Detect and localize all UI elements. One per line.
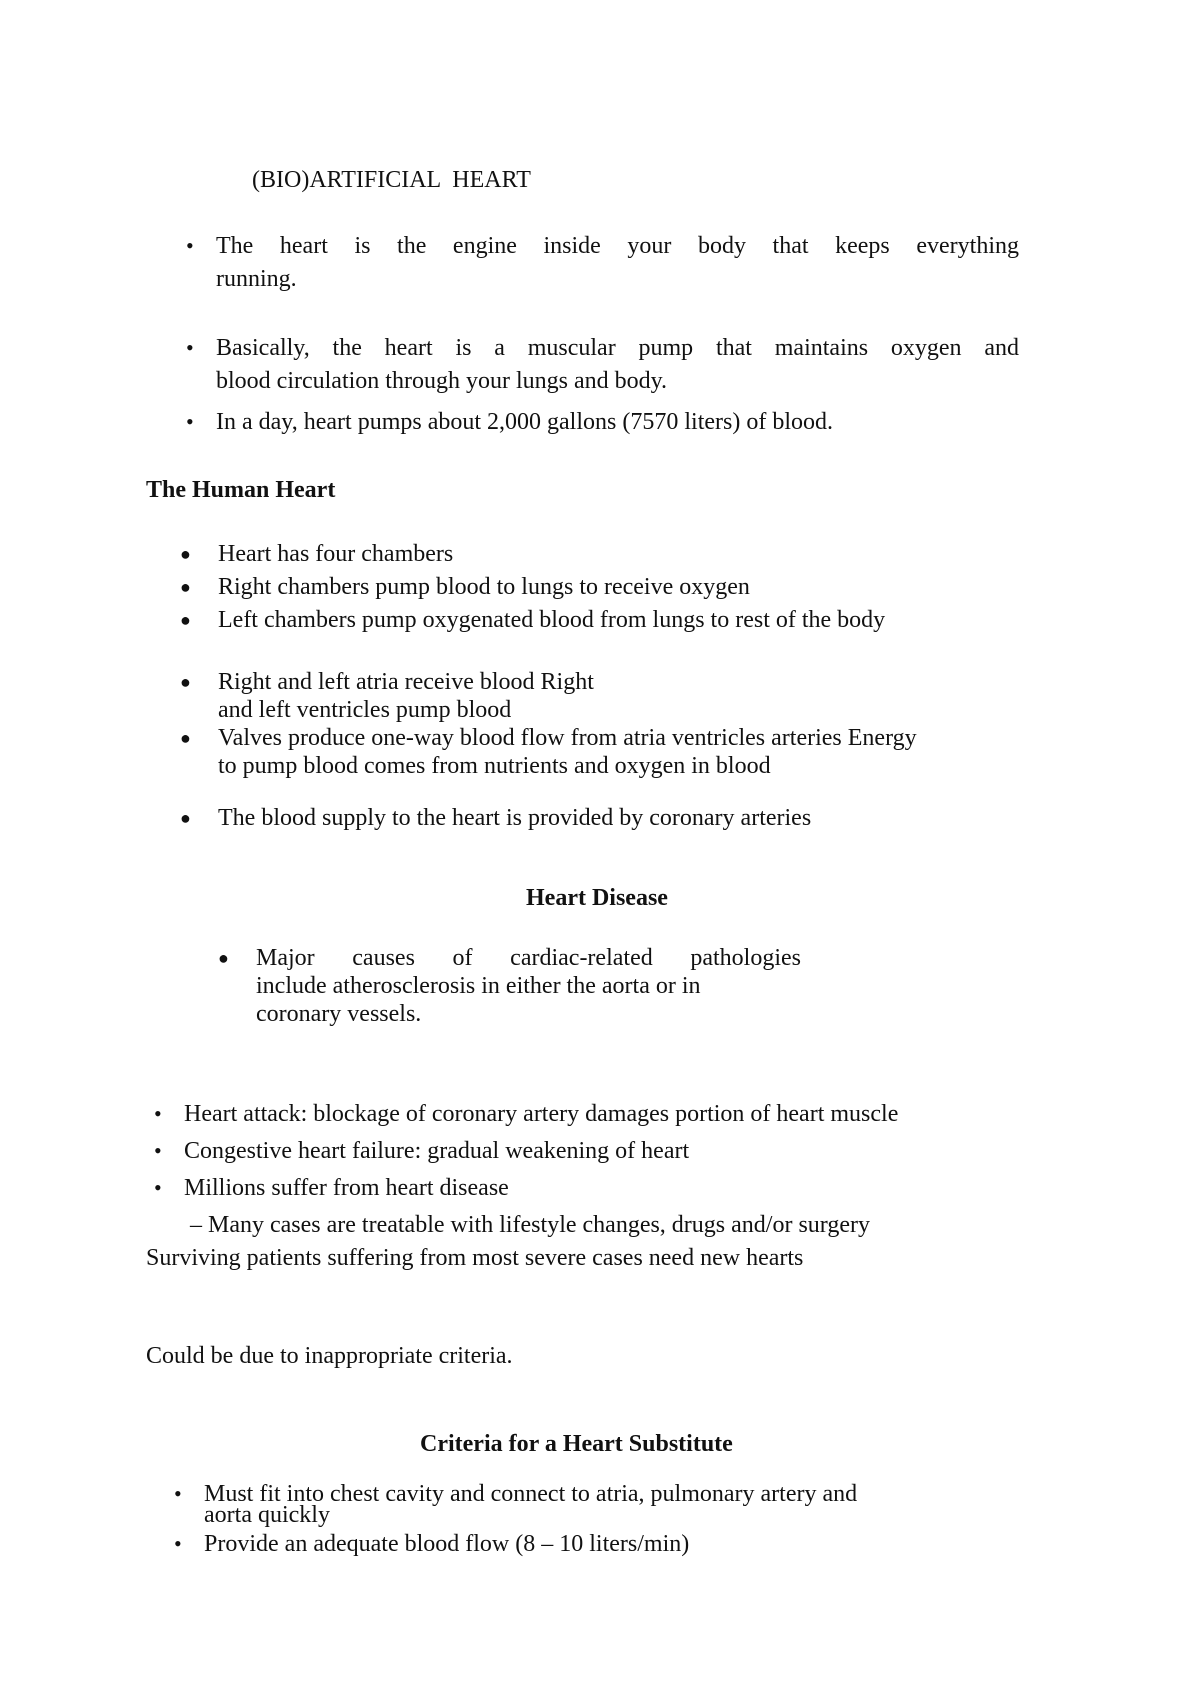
human-heart-item-3: Left chambers pump oxygenated blood from lungs to rest of the body xyxy=(218,607,886,633)
bullet-icon: • xyxy=(174,1481,182,1506)
human-heart-item-4-line2: and left ventricles pump blood xyxy=(218,697,512,723)
criteria-item-1-line1: Must fit into chest cavity and connect to atria, pulmonary artery and xyxy=(204,1481,858,1507)
intro-item-3-line1: In a day, heart pumps about 2,000 gallons (7570 liters) of blood. xyxy=(216,409,833,435)
bullet-icon: • xyxy=(186,409,194,434)
note-line: Could be due to inappropriate criteria. xyxy=(146,1343,513,1369)
section-heading-criteria: Criteria for a Heart Substitute xyxy=(420,1431,733,1457)
human-heart-item-5-line2: to pump blood comes from nutrients and oxygen in blood xyxy=(218,753,771,779)
bullet-icon: ● xyxy=(180,808,191,828)
bullet-icon: • xyxy=(154,1175,162,1200)
heart-disease-list-item-3: Millions suffer from heart disease xyxy=(184,1175,509,1201)
bullet-icon: ● xyxy=(180,610,191,630)
heart-disease-list-item-1: Heart attack: blockage of coronary artery damages portion of heart muscle xyxy=(184,1101,899,1127)
heart-disease-item-line2: include atherosclerosis in either the aorta or in xyxy=(256,973,701,999)
heart-disease-item-line3: coronary vessels. xyxy=(256,1001,422,1027)
heart-disease-list-item-2: Congestive heart failure: gradual weakening of heart xyxy=(184,1138,690,1164)
bullet-icon: ● xyxy=(180,728,191,748)
bullet-icon: ● xyxy=(180,577,191,597)
heart-disease-item-line1: Major causes of cardiac-related pathologies xyxy=(256,945,801,971)
bullet-icon: • xyxy=(174,1531,182,1556)
bullet-icon: ● xyxy=(180,544,191,564)
bullet-icon: • xyxy=(186,335,194,360)
human-heart-item-1: Heart has four chambers xyxy=(218,541,454,567)
bullet-icon: ● xyxy=(180,672,191,692)
section-heading-heart-disease: Heart Disease xyxy=(526,885,668,911)
intro-item-2-line1: Basically, the heart is a muscular pump that maintains oxygen and xyxy=(216,335,1019,361)
intro-item-1-line2: running. xyxy=(216,266,297,292)
human-heart-item-2: Right chambers pump blood to lungs to receive oxygen xyxy=(218,574,750,600)
bullet-icon: • xyxy=(186,233,194,258)
section-heading-human-heart: The Human Heart xyxy=(146,477,336,503)
heart-disease-after-line: Surviving patients suffering from most severe cases need new hearts xyxy=(146,1245,804,1271)
bullet-icon: • xyxy=(154,1101,162,1126)
criteria-item-1-line2: aorta quickly xyxy=(204,1502,330,1528)
bullet-icon: ● xyxy=(218,948,229,968)
heart-disease-sub-line: – Many cases are treatable with lifestyle changes, drugs and/or surgery xyxy=(190,1212,870,1238)
criteria-item-2-line1: Provide an adequate blood flow (8 – 10 liters/min) xyxy=(204,1531,690,1557)
bullet-icon: • xyxy=(154,1138,162,1163)
human-heart-item-4-line1: Right and left atria receive blood Right xyxy=(218,669,594,695)
human-heart-item-5-line1: Valves produce one-way blood flow from atria ventricles arteries Energy xyxy=(218,725,917,751)
intro-item-1-line1: The heart is the engine inside your body that keeps everything xyxy=(216,233,1019,259)
intro-item-2-line2: blood circulation through your lungs and body. xyxy=(216,368,668,394)
human-heart-item-6: The blood supply to the heart is provided by coronary arteries xyxy=(218,805,812,831)
document-title: (BIO)ARTIFICIAL HEART xyxy=(252,167,531,193)
